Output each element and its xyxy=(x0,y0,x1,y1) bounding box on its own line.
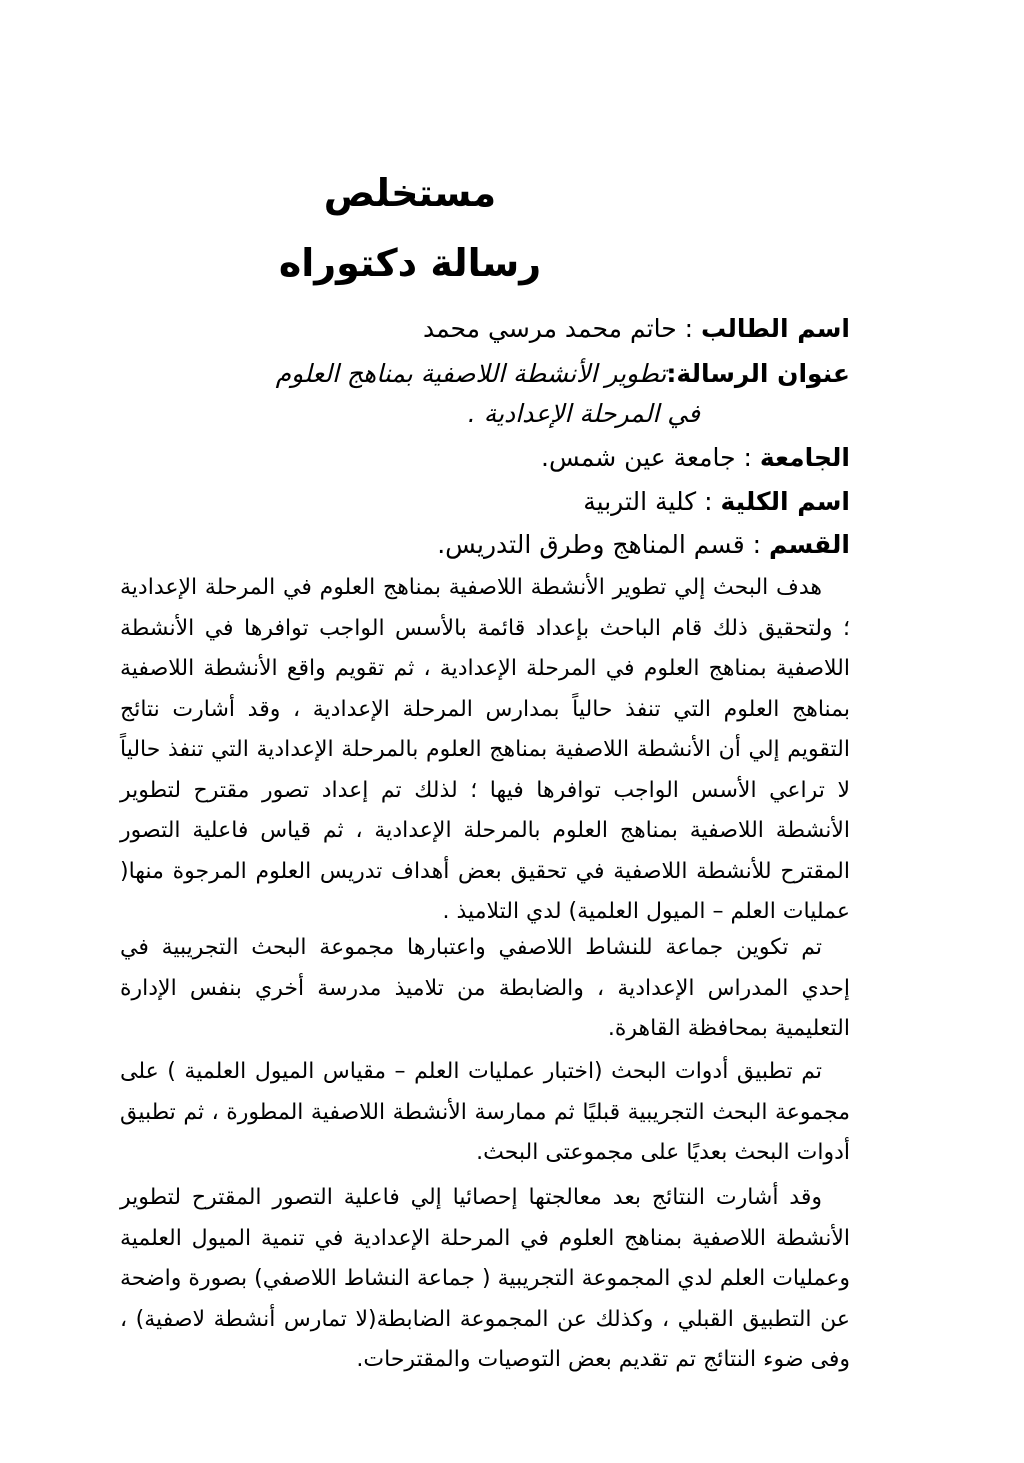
department-label: القسم xyxy=(769,530,850,559)
university-value: : جامعة عين شمس. xyxy=(541,443,760,472)
faculty-label: اسم الكلية xyxy=(720,487,850,516)
university-label: الجامعة xyxy=(759,443,850,472)
abstract-paragraph-3: تم تطبيق أدوات البحث (اختبار عمليات العلم – مقياس الميول العلمية ) على مجموعة البحث التجريبية قبليًا ثم ممارسة الأنشطة اللاصفية المطورة ، ثم تطبيق أدوات البحث بعديًا على مجموعتى البحث. xyxy=(120,1059,850,1165)
page-subtitle: رسالة دكتوراه xyxy=(278,241,542,285)
thesis-title-label: عنوان الرسالة: xyxy=(666,359,850,388)
faculty-value: : كلية التربية xyxy=(583,487,721,516)
abstract-page xyxy=(120,0,850,1463)
student-name-value: : حاتم محمد مرسي محمد xyxy=(422,314,701,343)
abstract-paragraph-2: تم تكوين جماعة للنشاط اللاصفي واعتبارها مجموعة البحث التجريبية في إحدي المدراس الإعدادية ، والضابطة من تلاميذ مدرسة أخري بنفس الإدارة التعليمية بمحافظة القاهرة. xyxy=(120,935,850,1041)
abstract-paragraph-4: وقد أشارت النتائج بعد معالجتها إحصائيا إلي فاعلية التصور المقترح لتطوير الأنشطة اللاصفية بمناهج العلوم في المرحلة الإعدادية في تنمية الميول العلمية وعمليات العلم لدي المجموعة التجريبية ( جماعة النشاط اللاصفي) بصورة واضحة عن التطبيق القبلي ، وكذلك عن المجموعة الضابطة(لا تمارس أنشطة لاصفية) ، وفى ضوء النتائج تم تقديم بعض التوصيات والمقترحات. xyxy=(120,1185,850,1372)
department-row xyxy=(120,528,850,562)
thesis-title-row xyxy=(120,357,850,391)
faculty-row xyxy=(120,485,850,519)
student-name-row xyxy=(120,312,850,346)
thesis-title-value-line1: تطوير الأنشطة اللاصفية بمناهج العلوم xyxy=(275,359,667,388)
university-row xyxy=(120,441,850,475)
abstract-paragraph-1: هدف البحث إلي تطوير الأنشطة اللاصفية بمناهج العلوم في المرحلة الإعدادية ؛ ولتحقيق ذلك قام الباحث بإعداد قائمة بالأسس الواجب توافرها في الأنشطة اللاصفية بمناهج العلوم في المرحلة الإعدادية ، ثم تقويم واقع الأنشطة اللاصفية بمناهج العلوم التي تنفذ حالياً بمدارس المرحلة الإعدادية ، وقد أشارت نتائج التقويم إلي أن الأنشطة اللاصفية بمناهج العلوم بالمرحلة الإعدادية التي تنفذ حالياً لا تراعي الأسس الواجب توافرها فيها ؛ لذلك تم إعداد تصور مقترح لتطوير الأنشطة اللاصفية بمناهج العلوم بالمرحلة الإعدادية ، ثم قياس فاعلية التصور المقترح للأنشطة اللاصفية في تحقيق بعض أهداف تدريس العلوم المرجوة منها( عمليات العلم – الميول العلمية) لدي التلاميذ . xyxy=(120,575,850,924)
department-value: : قسم المناهج وطرق التدريس. xyxy=(437,530,769,559)
thesis-title-value-line2: في المرحلة الإعدادية . xyxy=(467,399,700,428)
student-name-label: اسم الطالب xyxy=(700,314,850,343)
page-title: مستخلص xyxy=(323,171,497,215)
